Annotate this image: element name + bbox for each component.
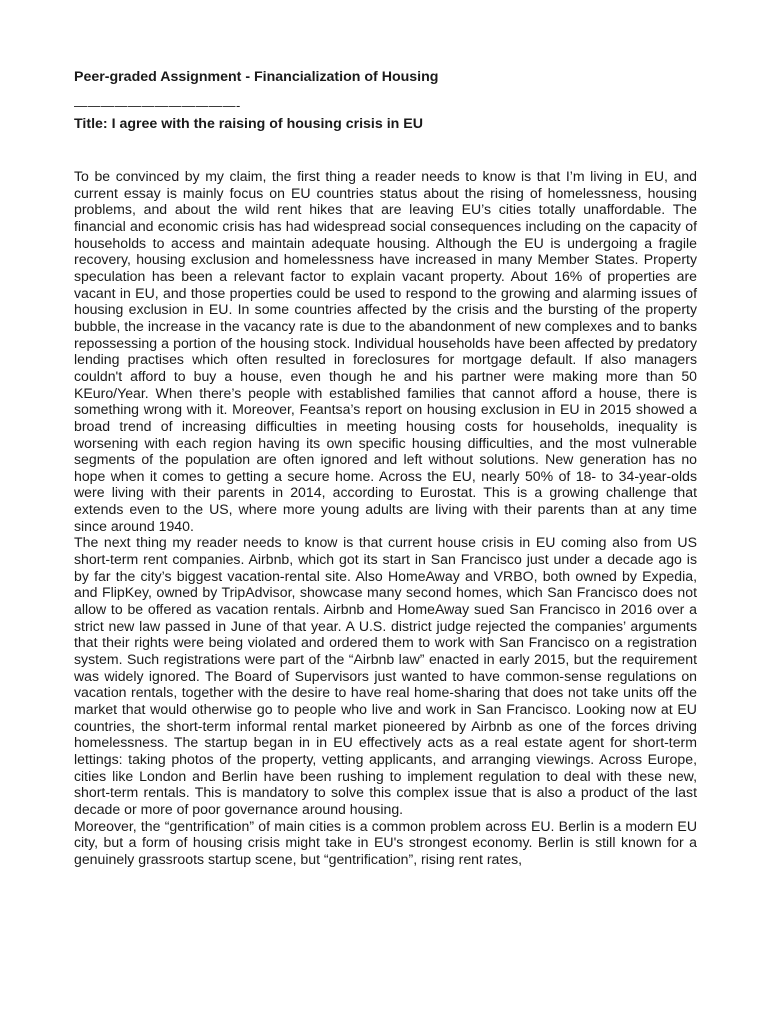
essay-title: Title: I agree with the raising of housing crisis in EU	[74, 116, 423, 132]
paragraph-2: The next thing my reader needs to know is that current house crisis in EU coming also from US short-term rent companies. Airbnb, which got its start in San Francisco just under a decade ago is by far the city’s biggest vacation-rental site. Also HomeAway and VRBO, both owned by Expedia, and FlipKey, owned by TripAdvisor, showcase many second homes, which San Francisco does not allow to be offered as vacation rentals. Airbnb and HomeAway sued San Francisco in 2016 over a strict new law passed in June of that year. A U.S. district judge rejected the companies’ arguments that their rights were being violated and ordered them to work with San Francisco on a registration system. Such registrations were part of the “Airbnb law” enacted in early 2015, but the requirement was widely ignored. The Board of Supervisors just wanted to have common-sense regulations on vacation rentals, together with the desire to have real home-sharing that does not take units off the market that would otherwise go to people who live and work in San Francisco. Looking now at EU countries, the short-term informal rental market pioneered by Airbnb as one of the forces driving homelessness. The startup began in in EU effectively acts as a real estate agent for short-term lettings: taking photos of the property, vetting applicants, and arranging viewings. Across Europe, cities like London and Berlin have been rushing to implement regulation to deal with these new, short-term rentals. This is mandatory to solve this complex issue that is also a product of the last decade or more of poor governance around housing.	[74, 534, 697, 817]
document-page	[74, 68, 697, 868]
essay-body	[74, 168, 697, 868]
assignment-heading: Peer-graded Assignment - Financialization of Housing	[74, 69, 439, 85]
separator-line: ————————————-	[74, 98, 241, 113]
paragraph-3: Moreover, the “gentrification” of main cities is a common problem across EU. Berlin is a modern EU city, but a form of housing crisis might take in EU's strongest economy. Berlin is still known for a genuinely grassroots startup scene, but “gentrification”, rising rent rates,	[74, 817, 697, 867]
paragraph-1: To be convinced by my claim, the first thing a reader needs to know is that I’m living in EU, and current essay is mainly focus on EU countries status about the rising of homelessness, housing problems, and about the wild rent hikes that are leaving EU’s cities totally unaffordable. The financial and economic crisis has had widespread social consequences including on the capacity of households to access and maintain adequate housing. Although the EU is undergoing a fragile recovery, housing exclusion and homelessness have increased in many Member States. Property speculation has been a relevant factor to explain vacant property. About 16% of properties are vacant in EU, and those properties could be used to respond to the growing and alarming issues of housing exclusion in EU. In some countries affected by the crisis and the bursting of the property bubble, the increase in the vacancy rate is due to the abandonment of new complexes and to banks repossessing a portion of the housing stock. Individual households have been affected by predatory lending practises which often resulted in foreclosures for mortgage default. If also managers couldn't afford to buy a house, even though he and his partner were making more than 50 KEuro/Year. When there’s people with established families that cannot afford a house, there is something wrong with it. Moreover, Feantsa’s report on housing exclusion in EU in 2015 showed a broad trend of increasing difficulties in meeting housing costs for households, inequality is worsening with each region having its own specific housing difficulties, and the most vulnerable segments of the population are often ignored and left without solutions. New generation has no hope when it comes to getting a secure home. Across the EU, nearly 50% of 18- to 34-year-olds were living with their parents in 2014, according to Eurostat. This is a growing challenge that extends even to the US, where more young adults are living with their parents than at any time since around 1940.	[74, 168, 697, 534]
